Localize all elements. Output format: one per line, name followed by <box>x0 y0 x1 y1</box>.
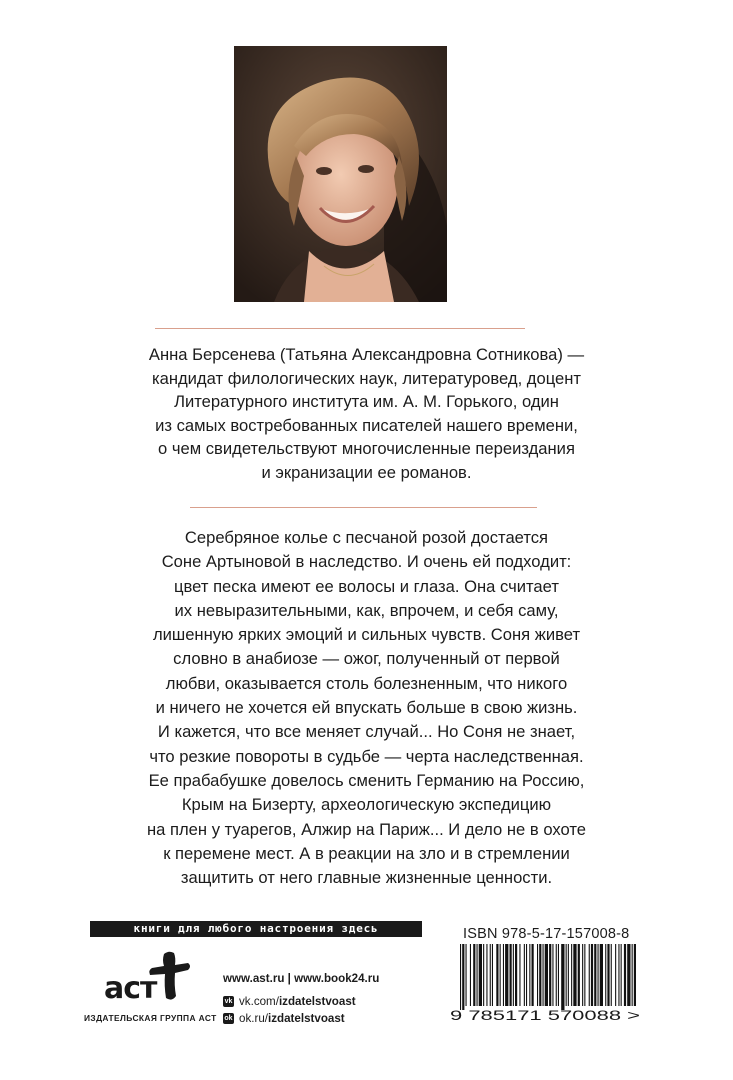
barcode-bar <box>492 944 493 1006</box>
barcode-bar <box>578 944 580 1006</box>
ok-icon: ok <box>224 1015 233 1022</box>
barcode-bar <box>539 944 541 1006</box>
bio-line: Литературного института им. А. М. Горького, один <box>174 392 559 412</box>
annotation-line: на плен у туарегов, Алжир на Париж... И дело не в охоте <box>147 819 586 839</box>
publisher-group-label: ИЗДАТЕЛЬСКАЯ ГРУППА АСТ <box>84 1013 217 1023</box>
barcode-bar <box>486 944 487 1006</box>
barcode-bar <box>584 944 585 1006</box>
isbn-barcode <box>450 944 640 1022</box>
divider-top <box>155 328 525 329</box>
barcode-bar <box>600 944 603 1006</box>
barcode-bar <box>634 944 636 1006</box>
barcode-bar <box>524 944 525 1006</box>
bio-line: и экранизации ее романов. <box>261 462 472 482</box>
bio-line: из самых востребованных писателей нашего времени, <box>155 415 578 435</box>
annotation-line: Соне Артыновой в наследство. И очень ей подходит: <box>161 552 572 572</box>
author-photo <box>234 46 447 302</box>
barcode-bar <box>496 944 498 1006</box>
barcode-bar <box>505 944 508 1006</box>
barcode-bar <box>594 944 596 1006</box>
annotation-line: И кажется, что все меняет случай... Но Соня не знает, <box>157 722 576 742</box>
barcode-bar <box>490 944 491 1006</box>
barcode-bar <box>500 944 501 1006</box>
bio-line: о чем свидетельствуют многочисленные переиздания <box>158 439 575 459</box>
barcode-bar <box>549 944 551 1006</box>
barcode-bar <box>624 944 626 1006</box>
barcode-bar <box>460 944 461 1010</box>
social-prefix: vk.com/ <box>239 995 279 1008</box>
barcode-bar <box>532 944 534 1006</box>
annotation-line: Серебряное колье с песчаной розой достается <box>184 528 549 547</box>
barcode-bar <box>543 944 544 1006</box>
barcode-bar <box>605 944 606 1006</box>
barcode-bar <box>462 944 464 1010</box>
annotation-line: их невыразительными, как, впрочем, и себя саму, <box>174 600 559 620</box>
annotation-line: Ее прабабушке довелось сменить Германию на Россию, <box>148 770 585 790</box>
divider-middle <box>190 507 537 508</box>
barcode-bar <box>479 944 482 1006</box>
barcode-bar <box>589 944 590 1006</box>
barcode-bar <box>573 944 576 1006</box>
barcode-bar <box>627 944 630 1006</box>
social-prefix: ok.ru/ <box>239 1012 268 1025</box>
bio-line: кандидат филологических наук, литературовед, доцент <box>151 368 582 388</box>
barcode-bar <box>510 944 512 1006</box>
barcode-bar <box>552 944 553 1006</box>
barcode-bar <box>556 944 557 1006</box>
ast-logo-mark <box>102 948 202 1006</box>
barcode-bar <box>582 944 583 1006</box>
barcode-bar <box>470 944 471 1006</box>
barcode-bar <box>519 944 520 1006</box>
barcode-bar <box>618 944 619 1006</box>
bio-line: Анна Берсенева (Татьяна Александровна Сотникова) — <box>148 345 585 364</box>
barcode-bar <box>621 944 622 1006</box>
barcode-digits: 9 785171 570088 > <box>450 1008 640 1022</box>
barcode-bar <box>513 944 514 1006</box>
author-portrait-image <box>234 46 447 302</box>
barcode-bar <box>615 944 616 1006</box>
social-handle: izdatelstvoast <box>268 1012 345 1025</box>
barcode-bar <box>526 944 527 1006</box>
slogan-banner: книги для любого настроения здесь <box>90 921 422 937</box>
barcode-bar <box>477 944 478 1006</box>
barcode-bar <box>598 944 599 1006</box>
ast-logo <box>102 948 202 1006</box>
barcode-bar <box>611 944 612 1006</box>
barcode-bar <box>566 944 567 1006</box>
barcode-bar <box>607 944 609 1006</box>
author-bio <box>70 343 663 485</box>
barcode-bar <box>529 944 530 1006</box>
barcode-bar <box>571 944 572 1006</box>
barcode-bar <box>591 944 593 1006</box>
annotation-line: любви, оказывается столь болезненным, что никого <box>165 673 568 693</box>
barcode-bar <box>515 944 517 1006</box>
barcode-bar <box>545 944 548 1006</box>
social-link-vk[interactable] <box>223 995 356 1008</box>
barcode-bar <box>561 944 564 1010</box>
annotation-line: защитить от него главные жизненные ценности. <box>180 868 553 888</box>
social-handle: izdatelstvoast <box>278 995 356 1008</box>
vk-icon: vk <box>224 998 233 1005</box>
barcode-bars <box>460 944 636 1010</box>
barcode-bar <box>466 944 467 1006</box>
barcode-bar <box>503 944 504 1006</box>
annotation-line: словно в анабиозе — ожог, полученный от первой <box>173 649 560 669</box>
annotation-line: и ничего не хочется ей впускать больше в свою жизнь. <box>155 698 578 718</box>
barcode-bar <box>632 944 633 1006</box>
social-link-ok[interactable] <box>223 1012 345 1025</box>
ast-logo-text: аст <box>104 971 157 1006</box>
annotation-line: что резкие повороты в судьбе — черта наследственная. <box>149 746 584 766</box>
annotation-line: лишенную ярких эмоций и сильных чувств. Соня живет <box>152 625 581 645</box>
book-annotation <box>40 526 693 890</box>
isbn-label: ISBN 978-5-17-157008-8 <box>463 926 630 942</box>
barcode-bar <box>537 944 538 1006</box>
barcode-bar <box>483 944 484 1006</box>
publisher-websites[interactable]: www.ast.ru | www.book24.ru <box>223 972 380 985</box>
barcode-bar <box>473 944 475 1006</box>
annotation-line: к перемене мест. А в реакции на зло и в стремлении <box>163 843 570 863</box>
barcode-bar <box>568 944 569 1006</box>
annotation-line: Крым на Бизерту, археологическую экспедицию <box>181 795 552 815</box>
annotation-line: цвет песка имеют ее волосы и глаза. Она считает <box>174 576 559 596</box>
barcode-bar <box>558 944 559 1006</box>
